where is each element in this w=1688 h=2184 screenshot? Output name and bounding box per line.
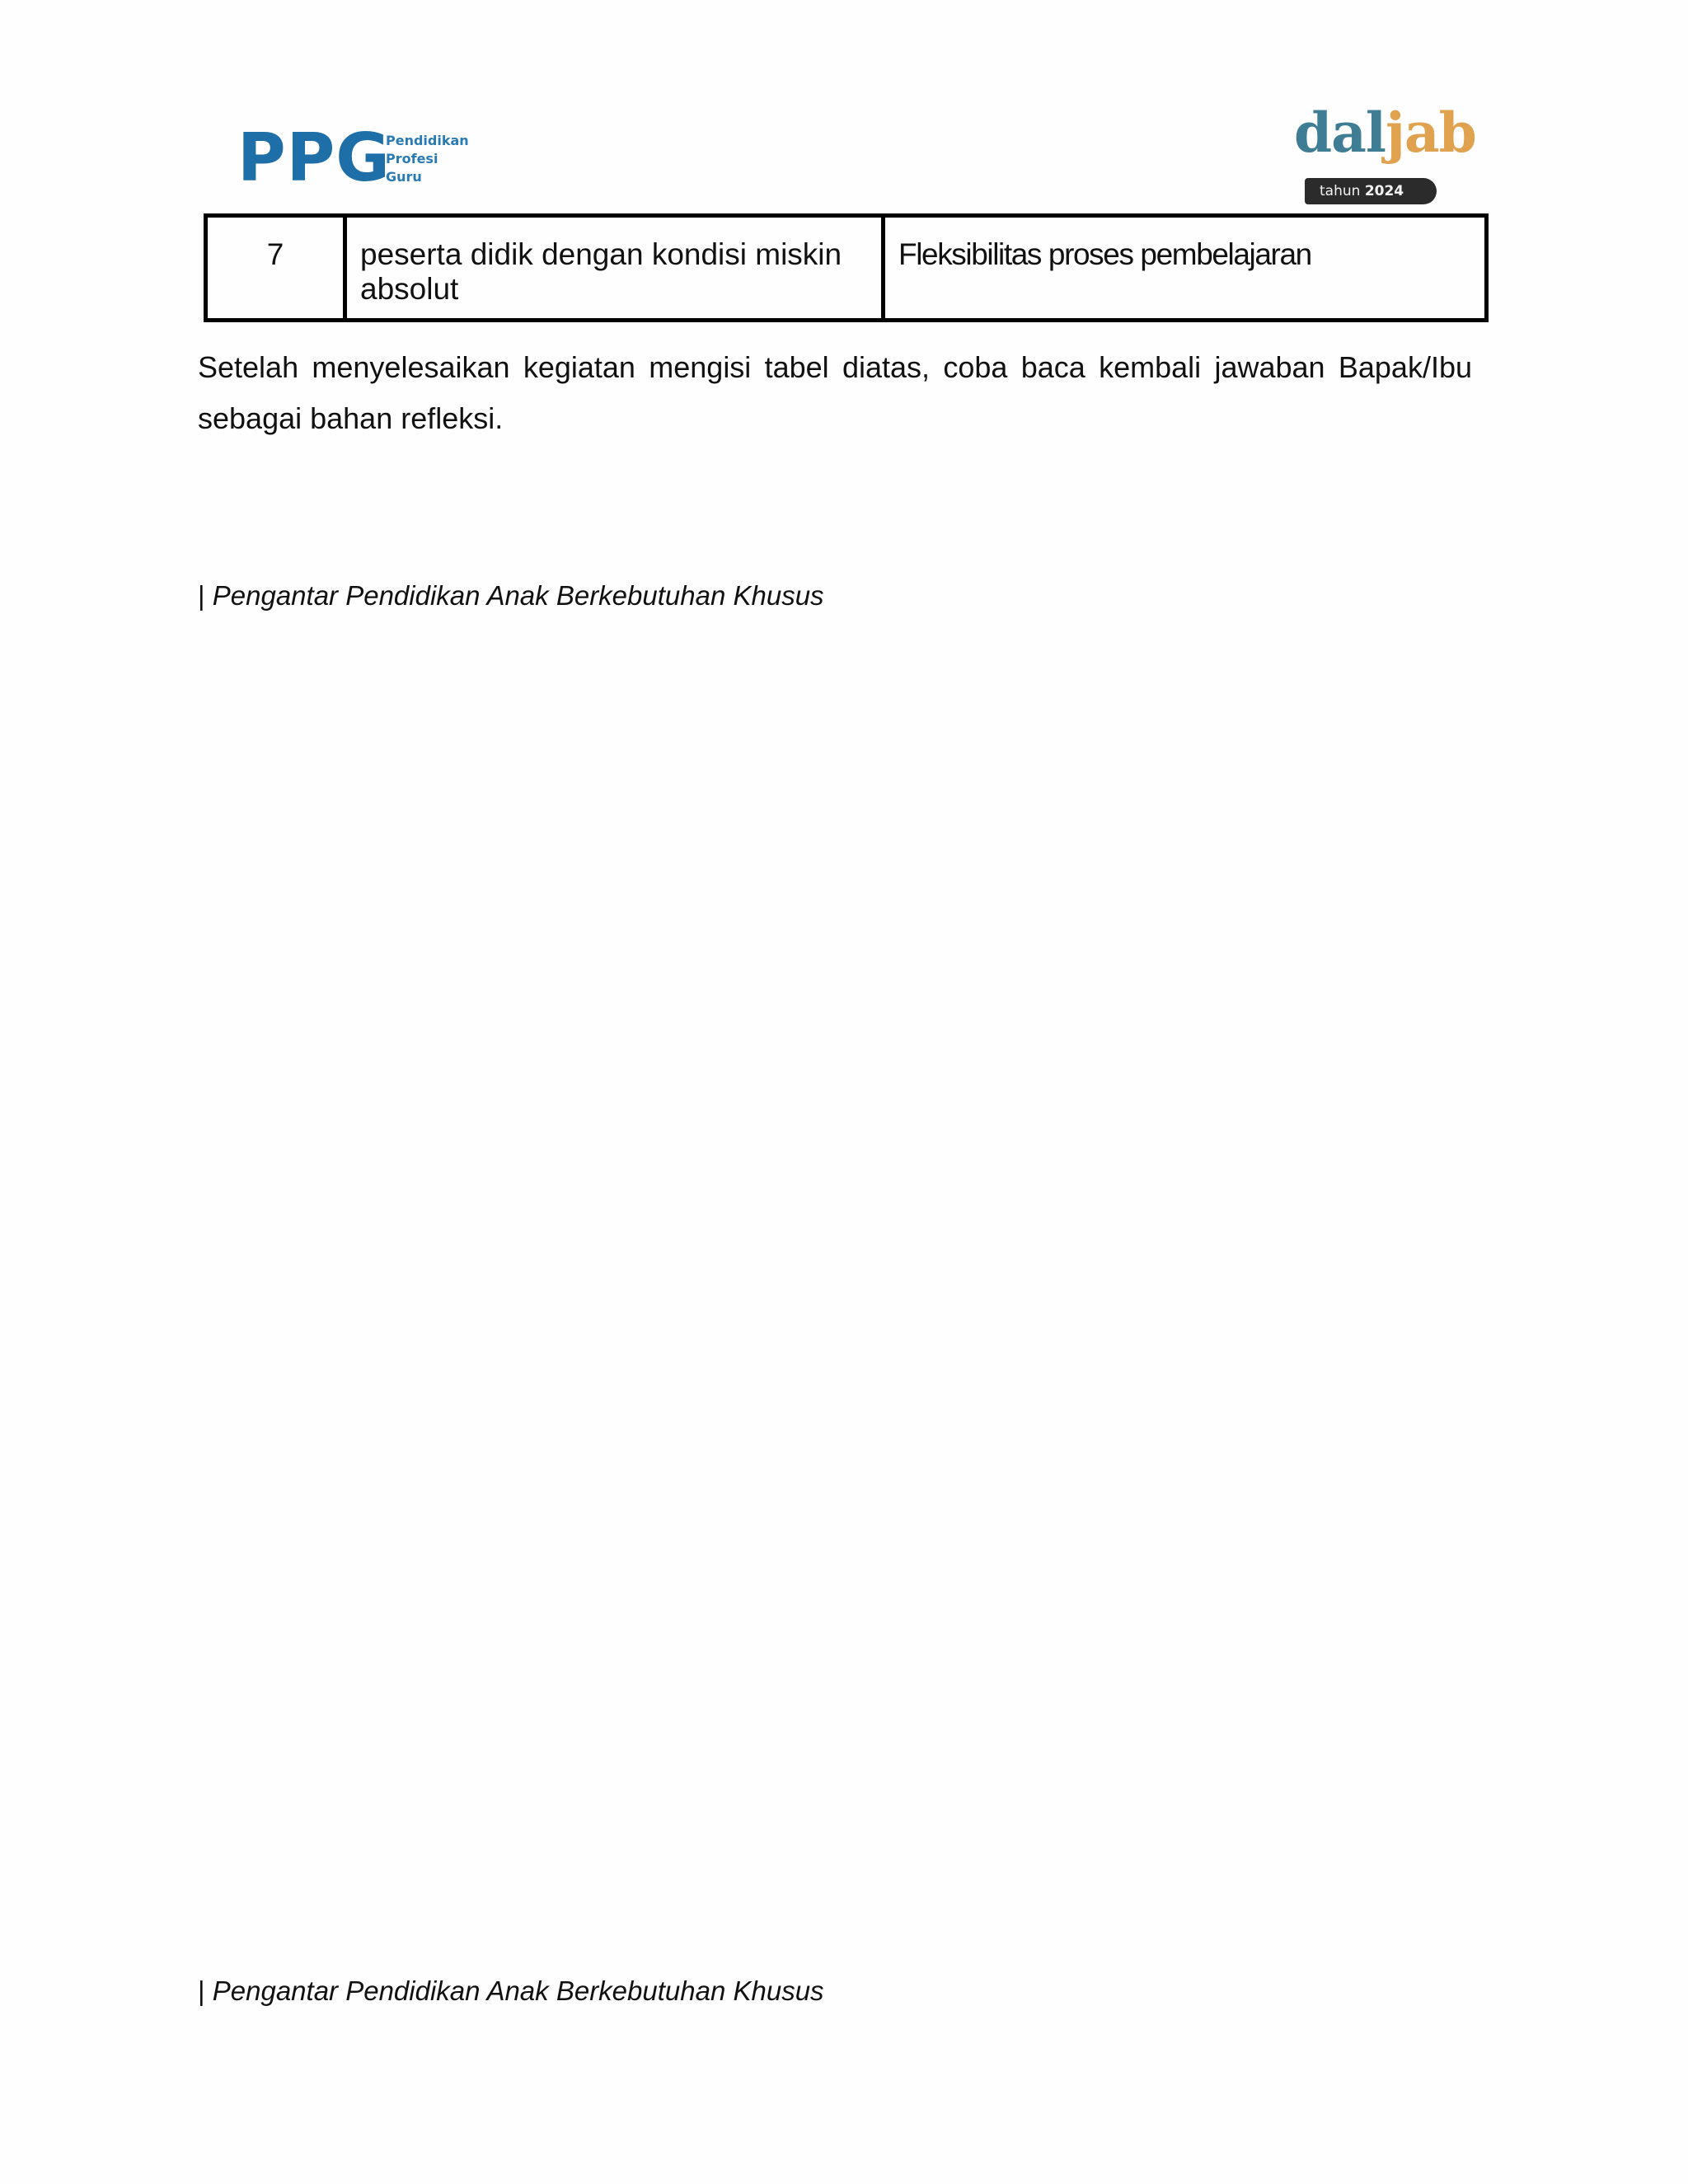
footer-separator: |	[198, 580, 213, 611]
footer-text: Pengantar Pendidikan Anak Berkebutuhan Khusus	[212, 580, 824, 611]
daljab-wordmark	[1294, 101, 1476, 165]
footer-separator: |	[198, 1975, 213, 2006]
footer-text: Pengantar Pendidikan Anak Berkebutuhan Khusus	[212, 1975, 824, 2006]
ppg-logo-subtitle	[386, 132, 469, 186]
table-cell-number: 7	[206, 216, 345, 321]
daljab-logo	[1290, 101, 1476, 211]
daljab-year-badge	[1305, 178, 1437, 204]
daljab-badge-prefix: tahun	[1320, 183, 1361, 199]
table-row	[206, 216, 1487, 321]
table-cell-strategy: Fleksibilitas proses pembelajaran	[884, 216, 1487, 321]
daljab-badge-year: 2024	[1364, 183, 1404, 199]
table-cell-description: peserta didik dengan kondisi miskin absolut	[345, 216, 884, 321]
ppg-logo	[231, 109, 501, 209]
daljab-wordmark-part2: jab	[1386, 101, 1476, 165]
ppg-logo-subtitle-line: Profesi	[386, 151, 438, 166]
daljab-wordmark-part1: dal	[1294, 101, 1386, 165]
document-table	[204, 213, 1489, 322]
reflection-paragraph: Setelah menyelesaikan kegiatan mengisi tabel diatas, coba baca kembali jawaban Bapak/Ibu sebagai bahan refleksi.	[198, 350, 1472, 435]
ppg-logo-subtitle-line: Pendidikan	[386, 133, 469, 148]
page-footer	[198, 579, 824, 612]
ppg-logo-subtitle-line: Guru	[386, 169, 422, 185]
ppg-logo-mark: PPG	[237, 120, 391, 196]
page-footer	[198, 1975, 824, 2008]
